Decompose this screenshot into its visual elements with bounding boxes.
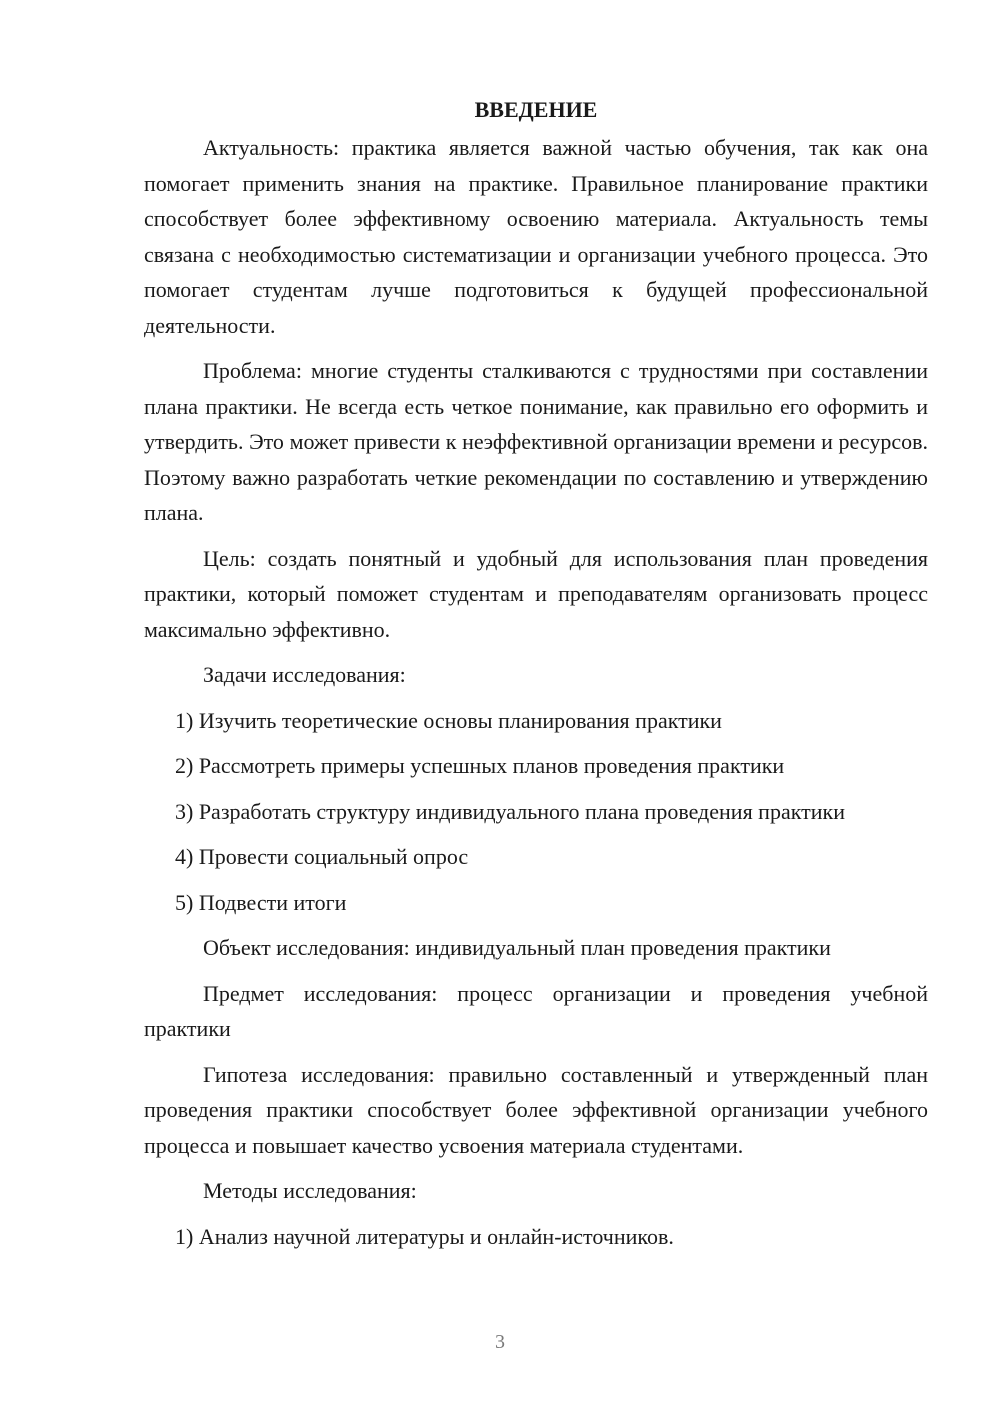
tasks-heading: Задачи исследования: xyxy=(203,662,406,687)
methods-heading: Методы исследования: xyxy=(203,1178,417,1203)
task-item: 1) Изучить теоретические основы планирования практики xyxy=(175,707,722,733)
task-item: 5) Подвести итоги xyxy=(175,889,347,915)
problem-paragraph: Проблема: многие студенты сталкиваются с трудностями при составлении плана практики. Не всегда есть четкое понимание, как правильно его оформить и утвердить. Это может привести к неэффективной организации времени и ресурсов. Поэтому важно разработать четкие рекомендации по составлению и утверждению плана. xyxy=(144,358,928,525)
subject-paragraph: Предмет исследования: процесс организации и проведения учебной практики xyxy=(144,980,928,1041)
task-item: 3) Разработать структуру индивидуального плана проведения практики xyxy=(175,798,845,824)
method-item: 1) Анализ научной литературы и онлайн-источников. xyxy=(175,1223,674,1249)
goal-paragraph: Цель: создать понятный и удобный для использования план проведения практики, который поможет студентам и преподавателям организовать процесс максимально эффективно. xyxy=(144,545,928,642)
task-item: 4) Провести социальный опрос xyxy=(175,844,469,869)
relevance-paragraph: Актуальность: практика является важной частью обучения, так как она помогает применить знания на практике. Правильное планирование практики способствует более эффективному освоению материала. Актуальность темы связана с необходимостью систематизации и организации учебного процесса. Это помогает студентам лучше подготовиться к будущей профессиональной деятельности. xyxy=(144,135,928,338)
section-title: ВВЕДЕНИЕ xyxy=(474,97,598,122)
page-number: 3 xyxy=(495,1331,505,1353)
object-paragraph: Объект исследования: индивидуальный план проведения практики xyxy=(203,935,831,960)
hypothesis-paragraph: Гипотеза исследования: правильно составленный и утвержденный план проведения практики способствует более эффективной организации учебного процесса и повышает качество усвоения материала студентами. xyxy=(144,1061,928,1158)
document-page xyxy=(144,94,928,1264)
task-item: 2) Рассмотреть примеры успешных планов проведения практики xyxy=(175,753,785,778)
